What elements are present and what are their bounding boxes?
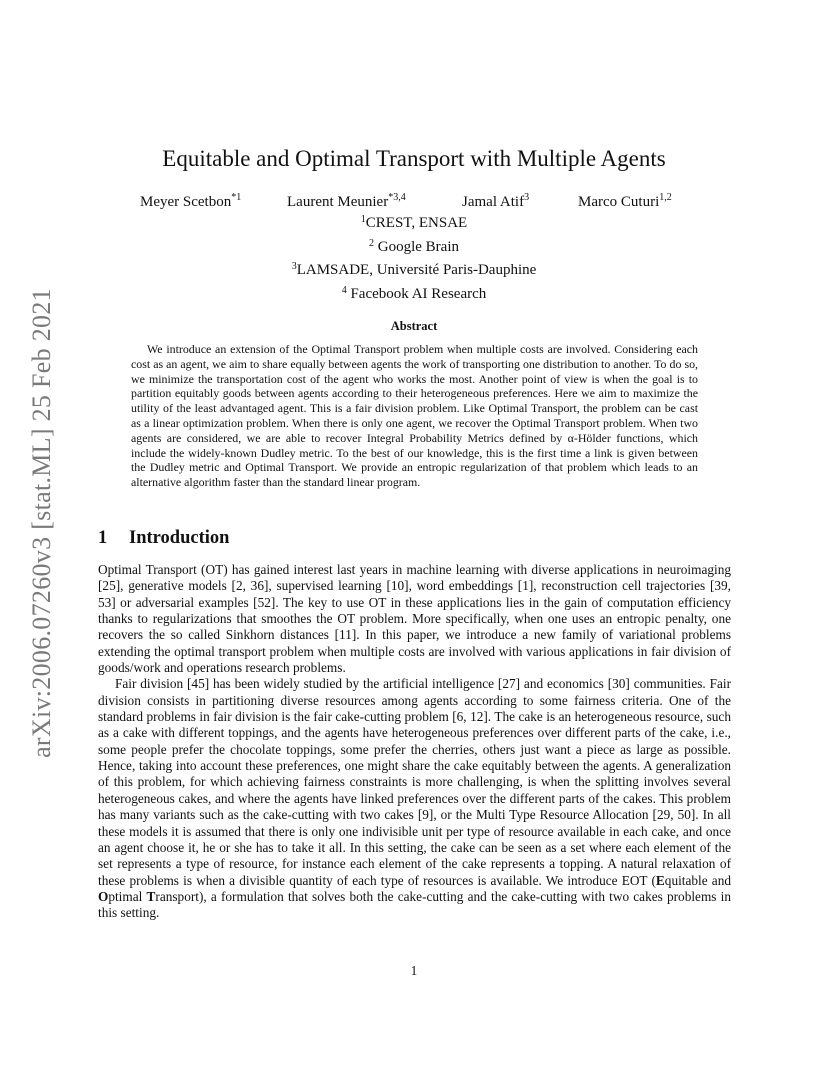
affiliation-1: $^1$CREST, ENSAE <box>360 214 468 231</box>
section-heading <box>98 528 229 549</box>
author-4 <box>578 192 672 211</box>
affiliation-2: $^2$ Google Brain <box>369 237 459 255</box>
author-name: Laurent Meunier <box>287 194 389 210</box>
affiliation-4: $^4$ Facebook AI Research <box>341 284 487 302</box>
author-affil-mark: *1 <box>231 192 242 203</box>
author-name: Jamal Atif <box>462 194 525 210</box>
body-text <box>98 562 731 922</box>
paper-title: Equitable and Optimal Transport with Multiple Agents <box>162 146 666 171</box>
author-name: Marco Cuturi <box>578 194 660 210</box>
arxiv-sidebar-identifier <box>22 283 62 763</box>
author-affil-mark: *3,4 <box>388 192 406 203</box>
author-affil-mark: 3 <box>524 192 530 203</box>
paragraph-1: Optimal Transport (OT) has gained interest last years in machine learning with diverse applications in neuroimaging [25], generative models [2, 36], supervised learning [10], word embeddings [1], reconstruction cell trajectories [39, 53] or adversarial examples [52]. The key to use OT in these applications lies in the gain of computation efficiency thanks to regularizations that smoothes the OT problem. More specifically, when one uses an entropic penalty, one recovers the so called Sinkhorn distances [11]. In this paper, we introduce a new family of variational problems extending the optimal transport problem when multiple costs are involved with various applications in fair division of goods/work and operations research problems. <box>98 562 731 676</box>
arxiv-id-text: arXiv:2006.07260v3 [stat.ML] 25 Feb 2021 <box>27 288 56 758</box>
author-3 <box>462 192 529 211</box>
paragraph-2: Fair division [45] has been widely studied by the artificial intelligence [27] and economics [30] communities. Fair division consists in partitioning diverse resources among agents according to some fairness criteria. One of the standard problems in fair division is the fair cake-cutting problem [6, 12]. The cake is an heterogeneous resource, such as a cake with different toppings, and the agents have heterogeneous preferences over different parts of the cake, i.e., some people prefer the chocolate toppings, some prefer the cherries, others just want a piece as large as possible. Hence, taking into account these preferences, one might share the cake equitably between the agents. A generalization of this problem, for which achieving fairness constraints is more challenging, is when the splitting involves several heterogeneous cakes, and where the agents have linked preferences over the different parts of the cakes. This problem has many variants such as the cake-cutting with two cakes [9], or the Multi Type Resource Allocation [29, 50]. In all these models it is assumed that there is only one indivisible unit per type of resource available in each cake, and once an agent choose it, he or she has to take it all. In this setting, the cake can be seen as a set where each element of the set represents a type of resource, for instance each element of the cake represents a topping. A natural relaxation of these problems is when a divisible quantity of each type of resources is available. We introduce EOT (Equitable and Optimal Transport), a formulation that solves both the cake-cutting and the cake-cutting with two cakes problems in this setting. <box>98 676 732 921</box>
section-title: Introduction <box>129 528 230 548</box>
abstract-heading: Abstract <box>390 319 438 333</box>
author-affil-mark: 1,2 <box>659 192 672 203</box>
page-number: 1 <box>410 963 418 978</box>
author-2 <box>287 192 406 211</box>
section-number: 1 <box>98 528 108 548</box>
affiliation-3: $^3$LAMSADE, Université Paris-Dauphine <box>291 261 537 278</box>
abstract-text: We introduce an extension of the Optimal Transport problem when multiple costs are involved. Considering each cost as an agent, we aim to share equally between agents the work of transporting one distribution to another. To do so, we minimize the transportation cost of the agent who works the most. Another point of view is when the goal is to partition equitably goods between agents according to their heterogeneous preferences. Here we aim to maximize the utility of the least advantaged agent. This is a fair division problem. Like Optimal Transport, the problem can be cast as a linear optimization problem. When there is only one agent, we recover the Optimal Transport problem. When two agents are considered, we are able to recover Integral Probability Metrics defined by α-Hölder functions, which include the widely-known Dudley metric. To the best of our knowledge, this is the first time a link is given between the Dudley metric and Optimal Transport. We provide an entropic regularization of that problem which leads to an alternative algorithm faster than the standard linear program. <box>131 342 698 490</box>
author-1 <box>140 192 241 211</box>
affiliation-list <box>0 210 828 304</box>
author-name: Meyer Scetbon <box>140 194 232 210</box>
